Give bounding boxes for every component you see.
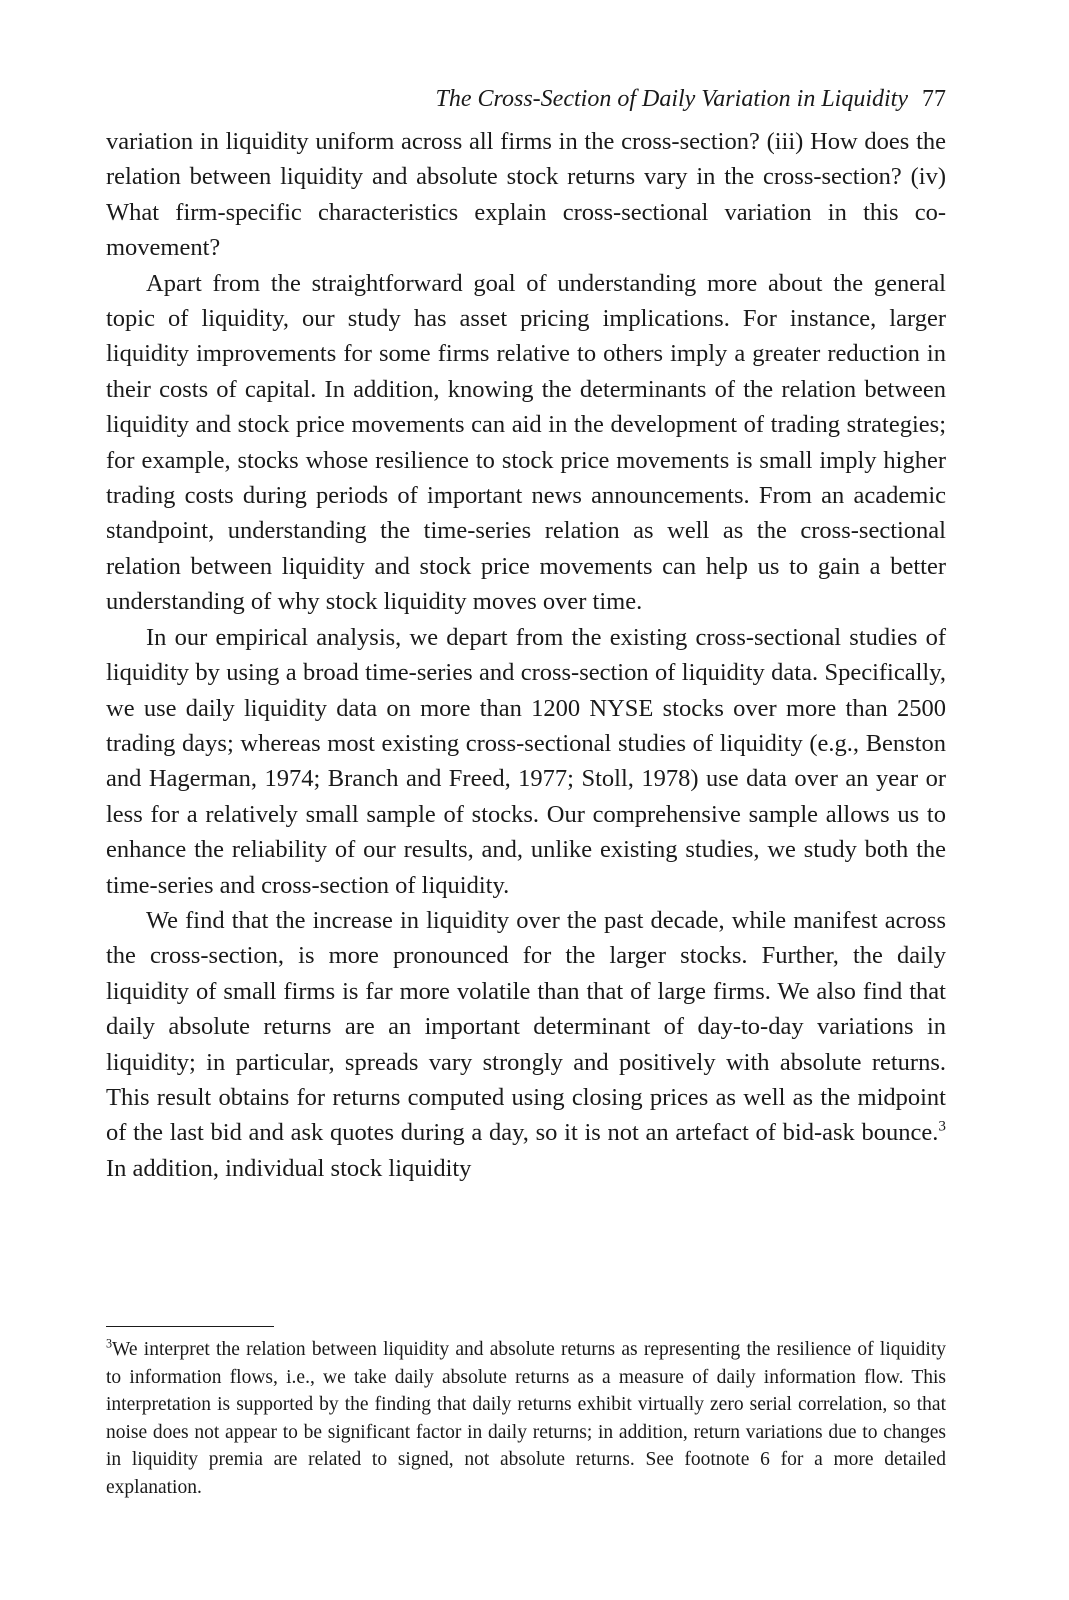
footnotes: [106, 1336, 946, 1502]
page: [106, 84, 946, 1186]
paragraph-1: variation in liquidity uniform across all firms in the cross-section? (iii) How does the relation between liquidity and absolute stock returns vary in the cross-section? (iv) What firm-specific characteristics explain cross-sectional variation in this co-movement?: [106, 128, 946, 262]
page-number: 77: [922, 86, 946, 112]
paragraph-2: Apart from the straightforward goal of understanding more about the general topic of liquidity, our study has asset pricing implications. For instance, larger liquidity improvements for some firms relative to others imply a greater reduction in their costs of capital. In addition, knowing the determinants of the relation between liquidity and stock price movements can aid in the development of trading strategies; for example, stocks whose resilience to stock price movements is small imply higher trading costs during periods of important news announcements. From an academic standpoint, understanding the time-series relation as well as the cross-sectional relation between liquidity and stock price movements can help us to gain a better understanding of why stock liquidity moves over time.: [106, 269, 946, 616]
footnote-3: [106, 1336, 946, 1502]
paragraph-4-continuation: In addition, individual stock liquidity: [106, 1154, 472, 1182]
running-head: [106, 84, 946, 124]
footnote-divider: [106, 1326, 274, 1327]
footnote-text: We interpret the relation between liquidity and absolute returns as representing the resilience of liquidity to information flows, i.e., we take daily absolute returns as a measure of daily information flow. This interpretation is supported by the finding that daily returns exhibit virtually zero serial correlation, so that noise does not appear to be significant factor in daily returns; in addition, return variations due to changes in liquidity premia are related to signed, not absolute returns. See footnote 6 for a more detailed explanation.: [106, 1339, 946, 1498]
paragraph-4-text: We find that the increase in liquidity over the past decade, while manifest across the cross-section, is more pronounced for the larger stocks. Further, the daily liquidity of small firms is far more volatile than that of large firms. We also find that daily absolute returns are an important determinant of day-to-day variations in liquidity; in particular, spreads vary strongly and positively with absolute returns. This result obtains for returns computed using closing prices as well as the midpoint of the last bid and ask quotes during a day, so it is not an artefact of bid-ask bounce.: [106, 906, 946, 1147]
footnote-reference[interactable]: 3: [938, 1117, 946, 1135]
body-text: [106, 124, 946, 1186]
paragraph-4: [106, 903, 946, 1186]
paragraph-3: In our empirical analysis, we depart from the existing cross-sectional studies of liquidity by using a broad time-series and cross-section of liquidity data. Specifically, we use daily liquidity data on more than 1200 NYSE stocks over more than 2500 trading days; whereas most existing cross-sectional studies of liquidity (e.g., Benston and Hagerman, 1974; Branch and Freed, 1977; Stoll, 1978) use data over an year or less for a relatively small sample of stocks. Our comprehensive sample allows us to enhance the reliability of our results, and, unlike existing studies, we study both the time-series and cross-section of liquidity.: [106, 623, 946, 899]
running-title: The Cross-Section of Daily Variation in Liquidity: [435, 86, 908, 112]
footnote-marker: 3: [106, 1336, 113, 1351]
